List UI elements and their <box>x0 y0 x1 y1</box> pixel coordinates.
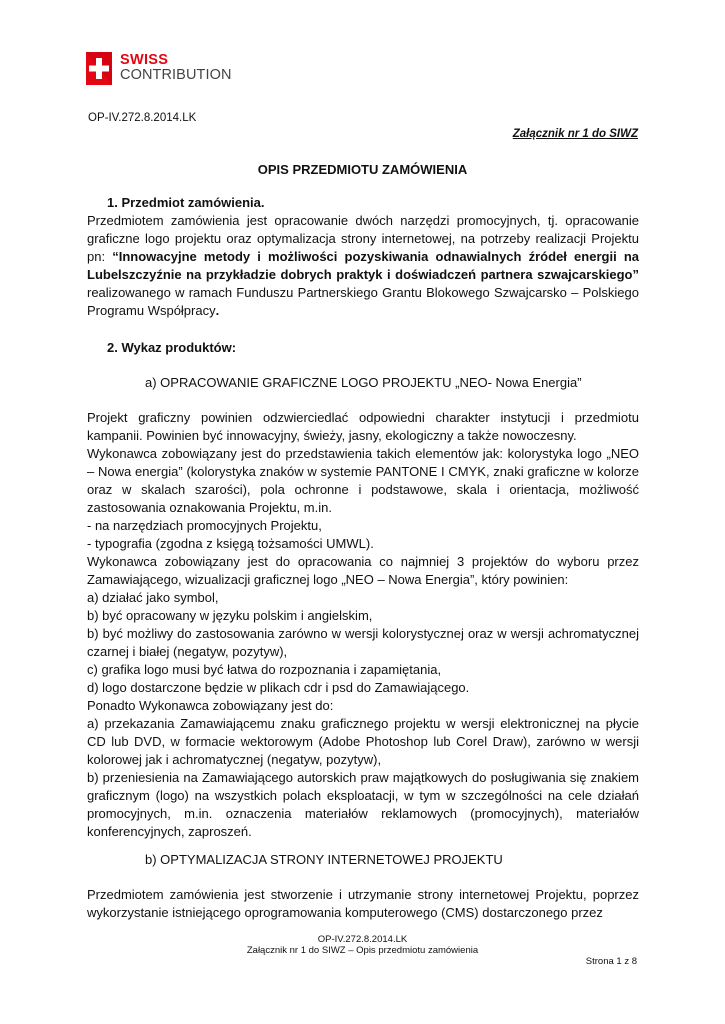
footer-description: Załącznik nr 1 do SIWZ – Opis przedmiotu zamówienia <box>246 945 479 956</box>
logo-line-2: CONTRIBUTION <box>120 67 232 83</box>
subsection-a-body <box>87 409 639 841</box>
section-2-heading: 2. Wykaz produktów: <box>107 340 237 355</box>
page-footer <box>0 934 725 956</box>
reference-number: OP-IV.272.8.2014.LK <box>88 112 197 124</box>
subsection-b-title <box>87 851 639 869</box>
document-title: OPIS PRZEDMIOTU ZAMÓWIENIA <box>257 162 468 177</box>
list-item-versions: b) być możliwy do zastosowania zarówno w wersji kolorystycznej oraz w wersji achromatycznej czarnej i białej (negatyw, pozytyw), <box>87 626 639 659</box>
project-name: “Innowacyjne metody i możliwości pozyskiwania odnawialnych źródeł energii na Lubelszczyźnie na przykładzie dobrych praktyk i doświadczeń partnera szwajcarskiego” <box>87 249 640 282</box>
list-item-recognizable: c) grafika logo musi być łatwa do rozpoznania i zapamiętania, <box>87 662 442 677</box>
dash-item-promo-tools: - na narzędziach promocyjnych Projektu, <box>87 518 322 533</box>
annex-label: Załącznik nr 1 do SIWZ <box>512 128 638 140</box>
section-1-paragraph <box>87 212 639 320</box>
footer-reference: OP-IV.272.8.2014.LK <box>317 934 408 945</box>
section-1-heading: 1. Przedmiot zamówienia. <box>107 195 265 210</box>
subsection-b-heading: b) OPTYMALIZACJA STRONY INTERNETOWEJ PROJEKTU <box>145 852 503 867</box>
section-1-period: . <box>215 303 220 318</box>
list-item-languages: b) być opracowany w języku polskim i angielskim, <box>87 608 373 623</box>
subsection-a-heading: a) OPRACOWANIE GRAFICZNE LOGO PROJEKTU „NEO- Nowa Energia” <box>145 375 582 390</box>
paragraph-three-projects: Wykonawca zobowiązany jest do opracowania co najmniej 3 projektów do wyboru przez Zamawiającego, wizualizacji graficznej logo „NEO – Nowa Energia”, który powinien: <box>87 554 639 587</box>
subsection-b-body <box>87 886 639 922</box>
list-item-file-formats: d) logo dostarczone będzie w plikach cdr i psd do Zamawiającego. <box>87 680 470 695</box>
paragraph-additionally: Ponadto Wykonawca zobowiązany jest do: <box>87 698 334 713</box>
logo-line-1: SWISS <box>120 52 169 68</box>
list-item-copyright: b) przeniesienia na Zamawiającego autorskich praw majątkowych do posługiwania się znakiem graficznym (logo) na wszystkich polach eksploatacji, w tym w szczególności na cele działań promocyjnych, m.in. oznaczenia materiałów reklamowych (promocyjnych), materiałów konferencyjnych, zaproszeń. <box>87 770 639 839</box>
paragraph-website: Przedmiotem zamówienia jest stworzenie i utrzymanie strony internetowej Projektu, poprzez wykorzystanie istniejącego oprogramowania komputerowego (CMS) dostarczonego przez <box>87 887 639 920</box>
swiss-cross-icon <box>86 52 112 85</box>
paragraph-project-graphic: Projekt graficzny powinien odzwierciedlać odpowiedni charakter instytucji i przedmiotu kampanii. Powinien być innowacyjny, świeży, jasny, ekologiczny a także nowoczesny. <box>87 410 639 443</box>
swiss-contribution-logo <box>86 50 232 86</box>
list-item-handover: a) przekazania Zamawiającemu znaku graficznego projektu w wersji elektronicznej na płycie CD lub DVD, w formacie wektorowym (Adobe Photoshop lub Corel Draw), zarówno w wersji kolorowej jak i achromatycznej (negatyw, pozytyw), <box>87 716 639 767</box>
section-1-text-a: Przedmiotem zamówienia jest opracowanie dwóch narzędzi promocyjnych, tj. opracowanie graficzne logo projektu oraz optymalizacja strony internetowej, na potrzeby realizacji Projektu pn: <box>87 213 639 264</box>
paragraph-contractor-elements: Wykonawca zobowiązany jest do przedstawienia takich elementów jak: kolorystyka logo „NEO – Nowa energia” (kolorystyka znaków w systemie PANTONE I CMYK, znaki graficzne w kolorze oraz w skalach szarości), pola ochronne i podstawowe, skala i orientacja, możliwość zastosowania oznakowania Projektu, m.in. <box>87 446 639 515</box>
section-1-text-b: realizowanego w ramach Funduszu Partnerskiego Grantu Blokowego Szwajcarsko – Polskiego Programu Współpracy <box>87 285 639 318</box>
list-item-symbol: a) działać jako symbol, <box>87 590 219 605</box>
section-1 <box>87 194 639 320</box>
page-number: Strona 1 z 8 <box>585 956 637 967</box>
section-2-heading-block <box>87 339 639 357</box>
subsection-a-title <box>87 374 639 392</box>
dash-item-typography: - typografia (zgodna z księgą tożsamości UMWL). <box>87 536 374 551</box>
